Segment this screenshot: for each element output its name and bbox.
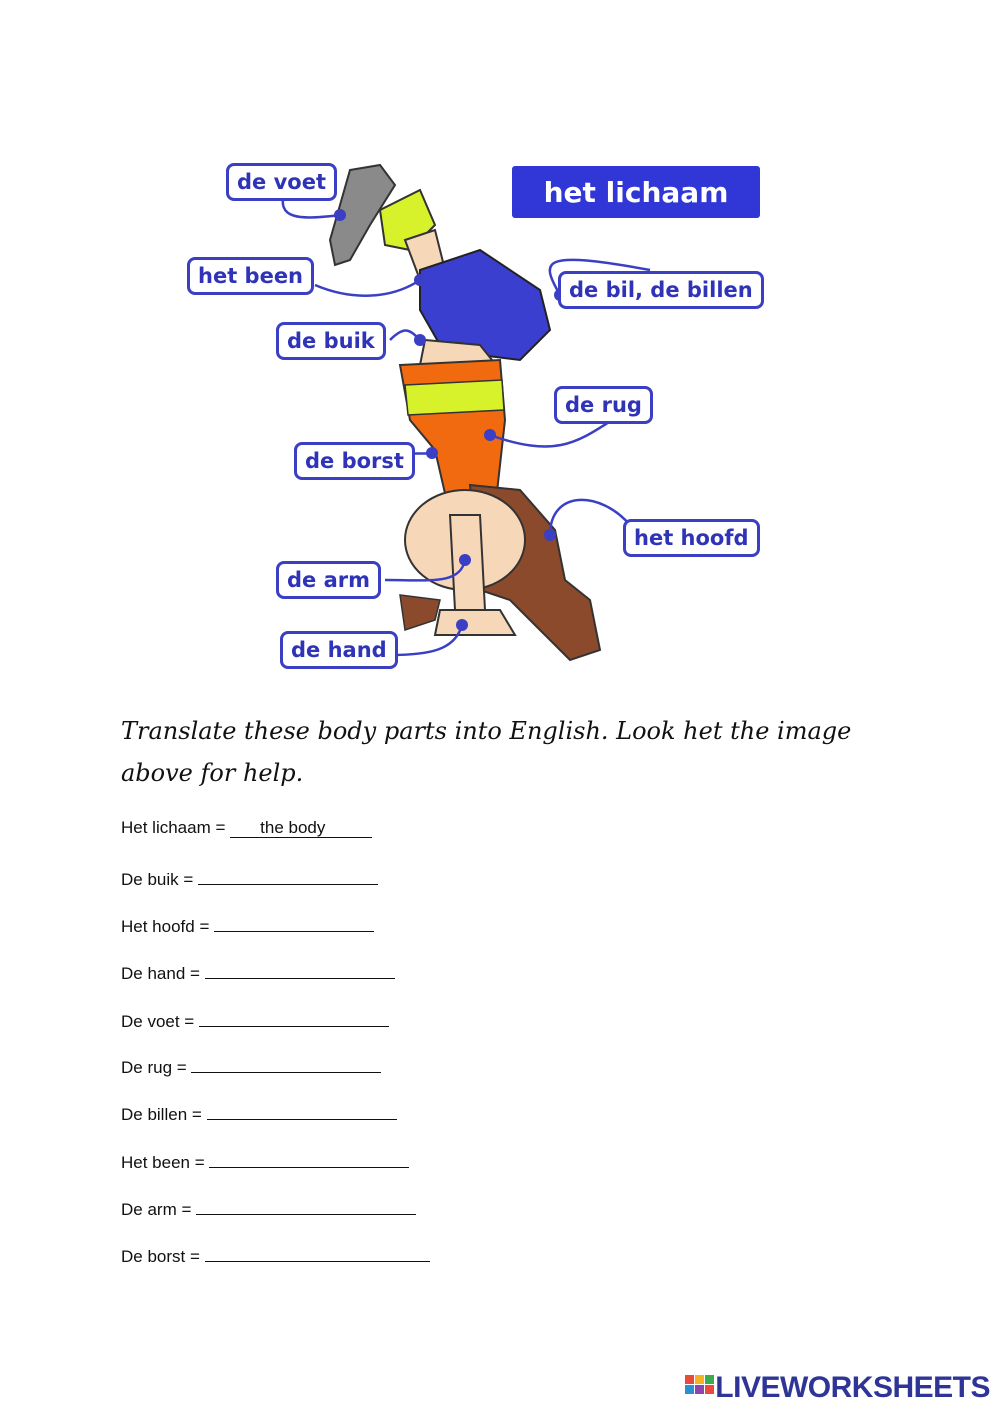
exercise-prompt: De borst = xyxy=(121,1247,200,1266)
answer-field[interactable] xyxy=(198,865,378,885)
exercise-row xyxy=(121,1195,416,1220)
label-been: het been xyxy=(187,257,314,295)
exercise-row xyxy=(121,959,395,984)
label-rug: de rug xyxy=(554,386,653,424)
label-voet: de voet xyxy=(226,163,337,201)
dot-borst xyxy=(426,447,438,459)
exercise-prompt: Het hoofd = xyxy=(121,917,210,936)
answer-field[interactable] xyxy=(205,1242,430,1262)
label-bil: de bil, de billen xyxy=(558,271,764,309)
exercise-prompt: Het lichaam = xyxy=(121,818,226,837)
answer-field[interactable] xyxy=(214,912,374,932)
exercise-prompt: De arm = xyxy=(121,1200,192,1219)
hair-strand xyxy=(400,595,440,630)
label-hand: de hand xyxy=(280,631,398,669)
illustration-title: het lichaam xyxy=(512,166,760,218)
liveworksheets-logo-icon xyxy=(685,1375,715,1401)
exercise-prompt: De rug = xyxy=(121,1058,187,1077)
exercise-row xyxy=(121,1148,409,1173)
connector-been xyxy=(315,280,420,296)
exercise-row xyxy=(121,818,372,838)
dot-hoofd xyxy=(544,529,556,541)
dot-been xyxy=(414,274,426,286)
answer-field[interactable] xyxy=(196,1195,416,1215)
exercise-prompt: De voet = xyxy=(121,1012,195,1031)
instruction-text: Translate these body parts into English. Look het the image above for help. xyxy=(121,717,852,787)
footer-brand xyxy=(685,1371,990,1405)
exercise-prompt: De billen = xyxy=(121,1105,202,1124)
label-hoofd: het hoofd xyxy=(623,519,760,557)
connector-hoofd xyxy=(550,500,630,535)
hand xyxy=(435,610,515,635)
answer-field[interactable] xyxy=(207,1100,397,1120)
exercise-row xyxy=(121,1007,389,1032)
shirt-stripe xyxy=(405,380,504,415)
dot-arm xyxy=(459,554,471,566)
dot-voet xyxy=(334,209,346,221)
dot-hand xyxy=(456,619,468,631)
brand-name[interactable]: LIVEWORKSHEETS xyxy=(715,1371,990,1404)
exercise-prompt: De hand = xyxy=(121,964,200,983)
answer-field[interactable] xyxy=(191,1053,381,1073)
exercise-row xyxy=(121,865,378,890)
dot-rug xyxy=(484,429,496,441)
dot-buik xyxy=(414,334,426,346)
label-arm: de arm xyxy=(276,561,381,599)
answer-field[interactable]: the body xyxy=(230,818,372,838)
label-borst: de borst xyxy=(294,442,415,480)
exercise-row xyxy=(121,1053,381,1078)
exercise-prompt: Het been = xyxy=(121,1153,205,1172)
exercise-prompt: De buik = xyxy=(121,870,194,889)
answer-field[interactable] xyxy=(209,1148,409,1168)
answer-field[interactable] xyxy=(199,1007,389,1027)
exercise-row xyxy=(121,1242,430,1267)
label-buik: de buik xyxy=(276,322,386,360)
exercise-row xyxy=(121,912,374,937)
exercise-row xyxy=(121,1100,397,1125)
answer-field[interactable] xyxy=(205,959,395,979)
